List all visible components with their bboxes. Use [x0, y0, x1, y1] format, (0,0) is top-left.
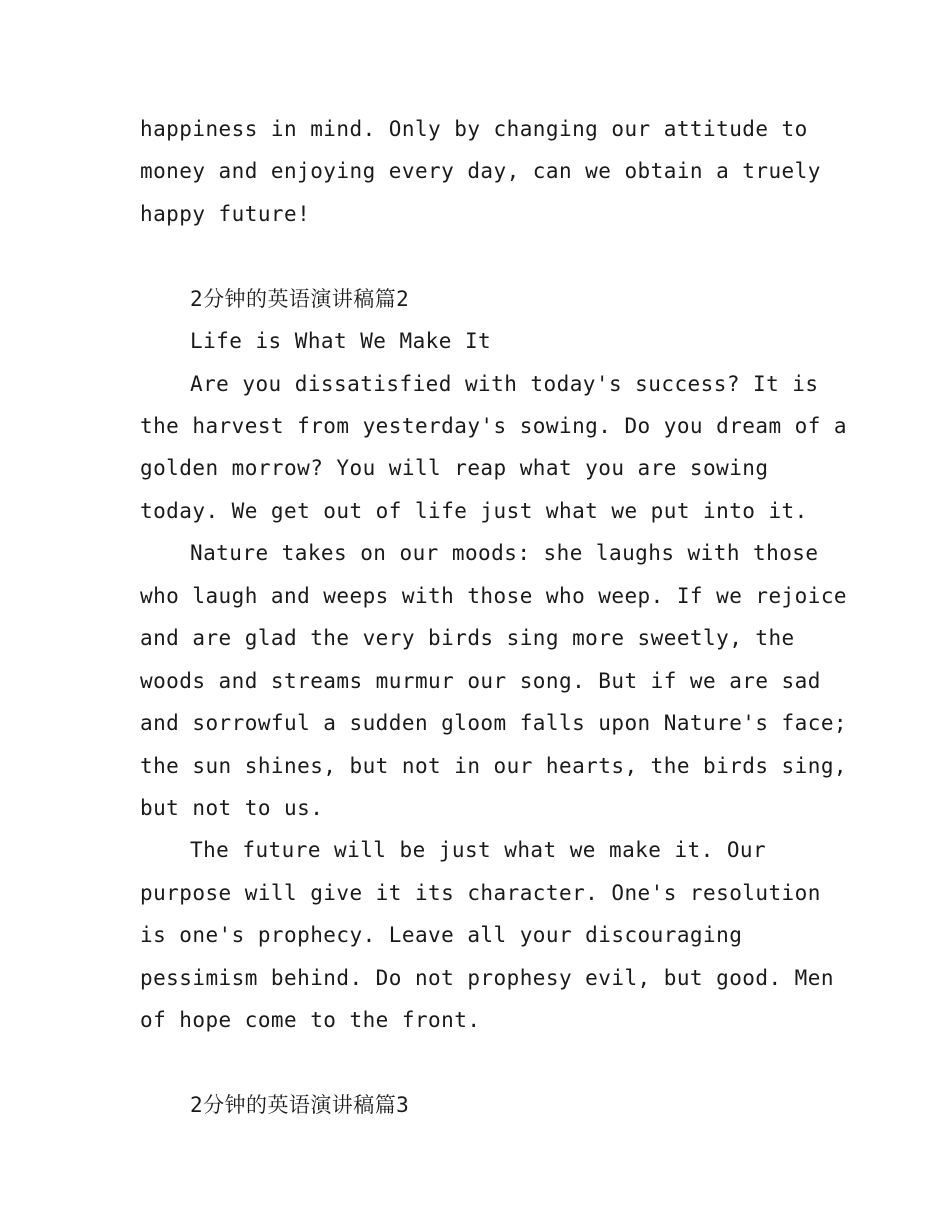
body-text-line: is one's prophecy. Leave all your discouraging — [140, 923, 743, 947]
speech-title: Life is What We Make It — [190, 329, 492, 353]
body-text-line: the sun shines, but not in our hearts, the birds sing, — [140, 754, 848, 778]
body-text-line: who laugh and weeps with those who weep. If we rejoice — [140, 584, 848, 608]
body-text-line: The future will be just what we make it. Our — [190, 838, 767, 862]
body-text-line: happy future! — [140, 202, 311, 226]
body-text-line: golden morrow? You will reap what you are sowing — [140, 456, 769, 480]
section-heading: 2分钟的英语演讲稿篇3 — [190, 1093, 410, 1117]
body-text-line: happiness in mind. Only by changing our attitude to — [140, 117, 808, 141]
body-text-line: but not to us. — [140, 796, 324, 820]
body-text-line: the harvest from yesterday's sowing. Do you dream of a — [140, 414, 848, 438]
body-text-line: of hope come to the front. — [140, 1008, 481, 1032]
body-text-line: and are glad the very birds sing more sweetly, the — [140, 626, 795, 650]
body-text-line: Nature takes on our moods: she laughs with those — [190, 541, 819, 565]
body-text-line: today. We get out of life just what we put into it. — [140, 499, 808, 523]
body-text-line: woods and streams murmur our song. But if we are sad — [140, 669, 821, 693]
body-text-line: purpose will give it its character. One's resolution — [140, 881, 821, 905]
section-heading: 2分钟的英语演讲稿篇2 — [190, 287, 410, 311]
body-text-line: and sorrowful a sudden gloom falls upon Nature's face; — [140, 711, 848, 735]
body-text-line: pessimism behind. Do not prophesy evil, but good. Men — [140, 966, 834, 990]
body-text-line: money and enjoying every day, can we obtain a truely — [140, 159, 821, 183]
body-text-line: Are you dissatisfied with today's success? It is — [190, 372, 819, 396]
